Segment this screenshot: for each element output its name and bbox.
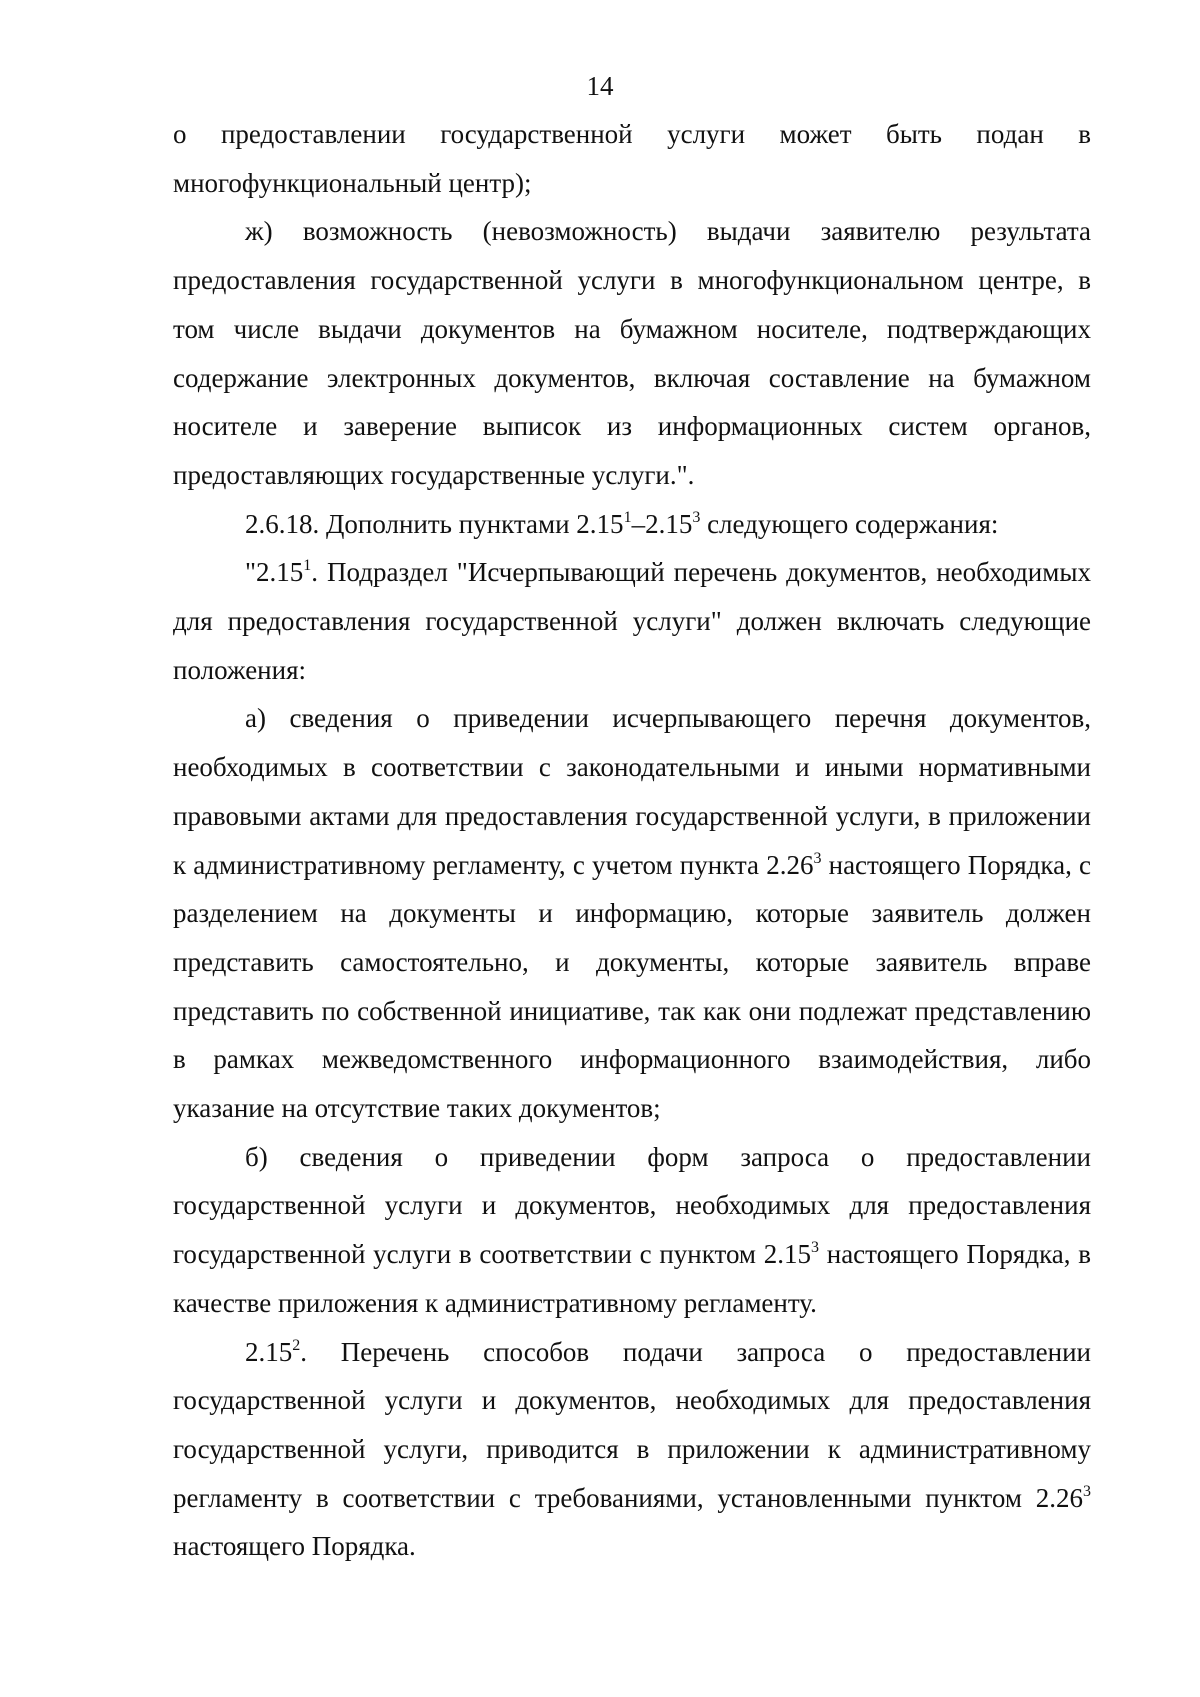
document-body: [173, 110, 1091, 1571]
paragraph: [173, 548, 1091, 694]
text-run: настоящего Порядка, в качестве приложения к административному регламенту.: [173, 1239, 1091, 1318]
text-run: "2.15: [245, 557, 304, 588]
text-run: б) сведения о приведении форм запроса о предоставлении государственной услуги и документов, необходимых для предоставления государственной услуги в соответствии с пунктом 2.15: [173, 1141, 1091, 1270]
page-number: 14: [586, 71, 614, 101]
text-run: следующего содержания:: [700, 508, 999, 539]
superscript: 3: [1083, 1482, 1091, 1500]
paragraph: [173, 110, 1091, 207]
superscript: 1: [303, 557, 312, 575]
text-run: о предоставлении государственной услуги может быть подан в многофункциональный центр);: [173, 119, 1091, 198]
text-run: 2.6.18. Дополнить пунктами 2.15: [245, 508, 624, 539]
superscript: 3: [811, 1239, 820, 1257]
text-run: . Перечень способов подачи запроса о предоставлении государственной услуги и документов, необходимых для предоставления государственной услуги, приводится в приложении к административному регламенту в соответствии с требованиями, установленными пунктом 2.26: [173, 1336, 1091, 1513]
paragraph: [173, 500, 1091, 549]
superscript: 3: [813, 849, 822, 867]
paragraph: [173, 1133, 1091, 1328]
text-run: . Подраздел "Исчерпывающий перечень документов, необходимых для предоставления государственной услуги" должен включать следующие положения:: [173, 557, 1091, 685]
text-run: настоящего Порядка, с разделением на документы и информацию, которые заявитель должен представить самостоятельно, и документы, которые заявитель вправе представить по собственной инициативе, так как они подлежат представлению в рамках межведомственного информационного взаимодействия, либо указание на отсутствие таких документов;: [173, 849, 1091, 1124]
text-run: 2.15: [245, 1336, 293, 1367]
superscript: 2: [292, 1336, 301, 1354]
text-run: ж) возможность (невозможность) выдачи заявителю результата предоставления государственной услуги в многофункциональном центре, в том числе выдачи документов на бумажном носителе, подтверждающих содержание электронных документов, включая составление на бумажном носителе и заверение выписок из информационных систем органов, предоставляющих государственные услуги.".: [173, 216, 1091, 490]
superscript: 1: [623, 508, 632, 526]
superscript: 3: [692, 508, 701, 526]
text-run: –2.15: [631, 508, 693, 539]
paragraph: [173, 1328, 1091, 1572]
paragraph: [173, 207, 1091, 499]
text-run: а) сведения о приведении исчерпывающего перечня документов, необходимых в соответствии с законодательными и иными нормативными правовыми актами для предоставления государственной услуги, в приложении к административному регламенту, с учетом пункта 2.26: [173, 703, 1091, 880]
text-run: настоящего Порядка.: [173, 1531, 416, 1562]
paragraph: [173, 694, 1091, 1132]
